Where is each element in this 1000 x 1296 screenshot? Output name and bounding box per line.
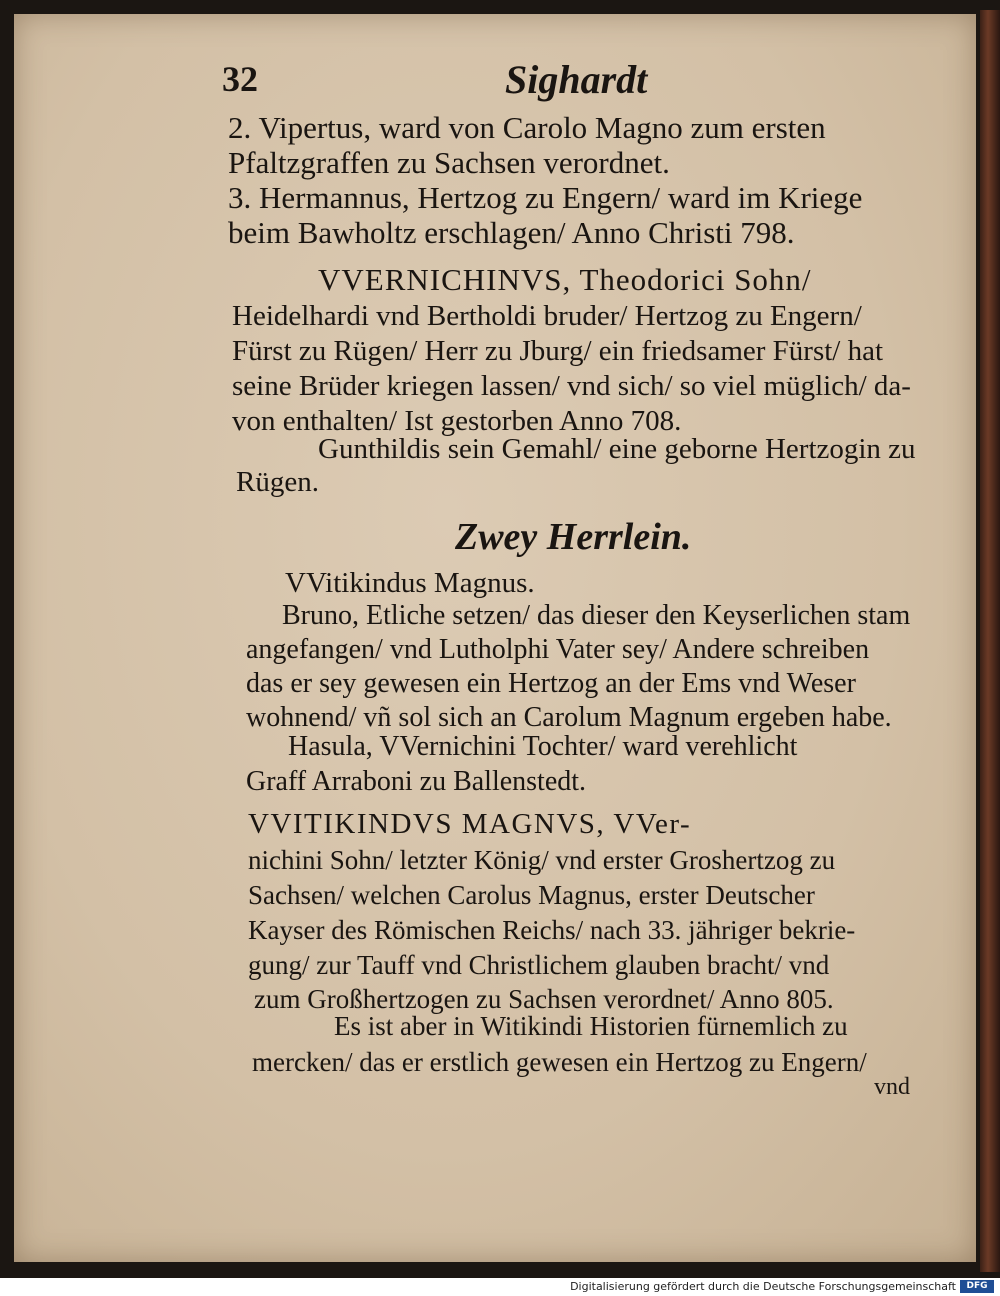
dfg-logo-icon: DFG	[960, 1280, 994, 1293]
text-line: nichini Sohn/ letzter König/ vnd erster Groshertzog zu	[248, 845, 836, 875]
text-line: das er sey gewesen ein Hertzog an der Ems vnd Weser	[246, 668, 856, 699]
text-line: wohnend/ vñ sol sich an Carolum Magnum ergeben habe.	[246, 702, 892, 733]
text-line: zum Großhertzogen zu Sachsen verordnet/ Anno 805.	[254, 984, 834, 1014]
text-line: Fürst zu Rügen/ Herr zu Jburg/ ein friedsamer Fürst/ hat	[232, 335, 884, 367]
text-line: VVITIKINDVS MAGNVS, VVer-	[248, 808, 692, 840]
text-line: VVitikindus Magnus.	[285, 567, 535, 599]
text-line: Heidelhardi vnd Bertholdi bruder/ Hertzog zu Engern/	[232, 300, 862, 332]
text-line: von enthalten/ Ist gestorben Anno 708.	[232, 405, 682, 437]
footer-credit: Digitalisierung gefördert durch die Deutsche Forschungsgemeinschaft	[570, 1280, 956, 1293]
text-line: angefangen/ vnd Lutholphi Vater sey/ Andere schreiben	[246, 634, 870, 665]
text-line: Rügen.	[236, 466, 319, 498]
text-line: gung/ zur Tauff vnd Christlichem glauben bracht/ vnd	[248, 950, 830, 980]
text-line: beim Bawholtz erschlagen/ Anno Christi 798.	[228, 215, 795, 250]
text-line: VVERNICHINVS, Theodorici Sohn/	[318, 262, 812, 297]
text-line: Graff Arraboni zu Ballenstedt.	[246, 766, 587, 797]
catchword: vnd	[874, 1074, 910, 1100]
text-line: seine Brüder kriegen lassen/ vnd sich/ so viel müglich/ da-	[232, 370, 911, 402]
text-line: Es ist aber in Witikindi Historien fürnemlich zu	[334, 1011, 848, 1041]
text-line: Kayser des Römischen Reichs/ nach 33. jähriger bekrie-	[248, 915, 856, 945]
text-line: mercken/ das er erstlich gewesen ein Hertzog zu Engern/	[252, 1047, 867, 1077]
text-line: Sachsen/ welchen Carolus Magnus, erster Deutscher	[248, 880, 815, 910]
text-line: 3. Hermannus, Hertzog zu Engern/ ward im Kriege	[228, 180, 863, 215]
footer-bar	[0, 1278, 1000, 1296]
book-edge	[980, 10, 1000, 1272]
text-line: Hasula, VVernichini Tochter/ ward verehlicht	[288, 731, 798, 762]
text-line: Gunthildis sein Gemahl/ eine geborne Hertzogin zu	[318, 433, 916, 465]
text-line: Pfaltzgraffen zu Sachsen verordnet.	[228, 145, 670, 180]
running-head: Sighardt	[505, 57, 648, 102]
text-line: 2. Vipertus, ward von Carolo Magno zum ersten	[228, 110, 826, 145]
text-line: Bruno, Etliche setzen/ das dieser den Keyserlichen stam	[282, 600, 911, 631]
page-number: 32	[222, 59, 258, 99]
section-heading: Zwey Herrlein.	[455, 516, 692, 558]
